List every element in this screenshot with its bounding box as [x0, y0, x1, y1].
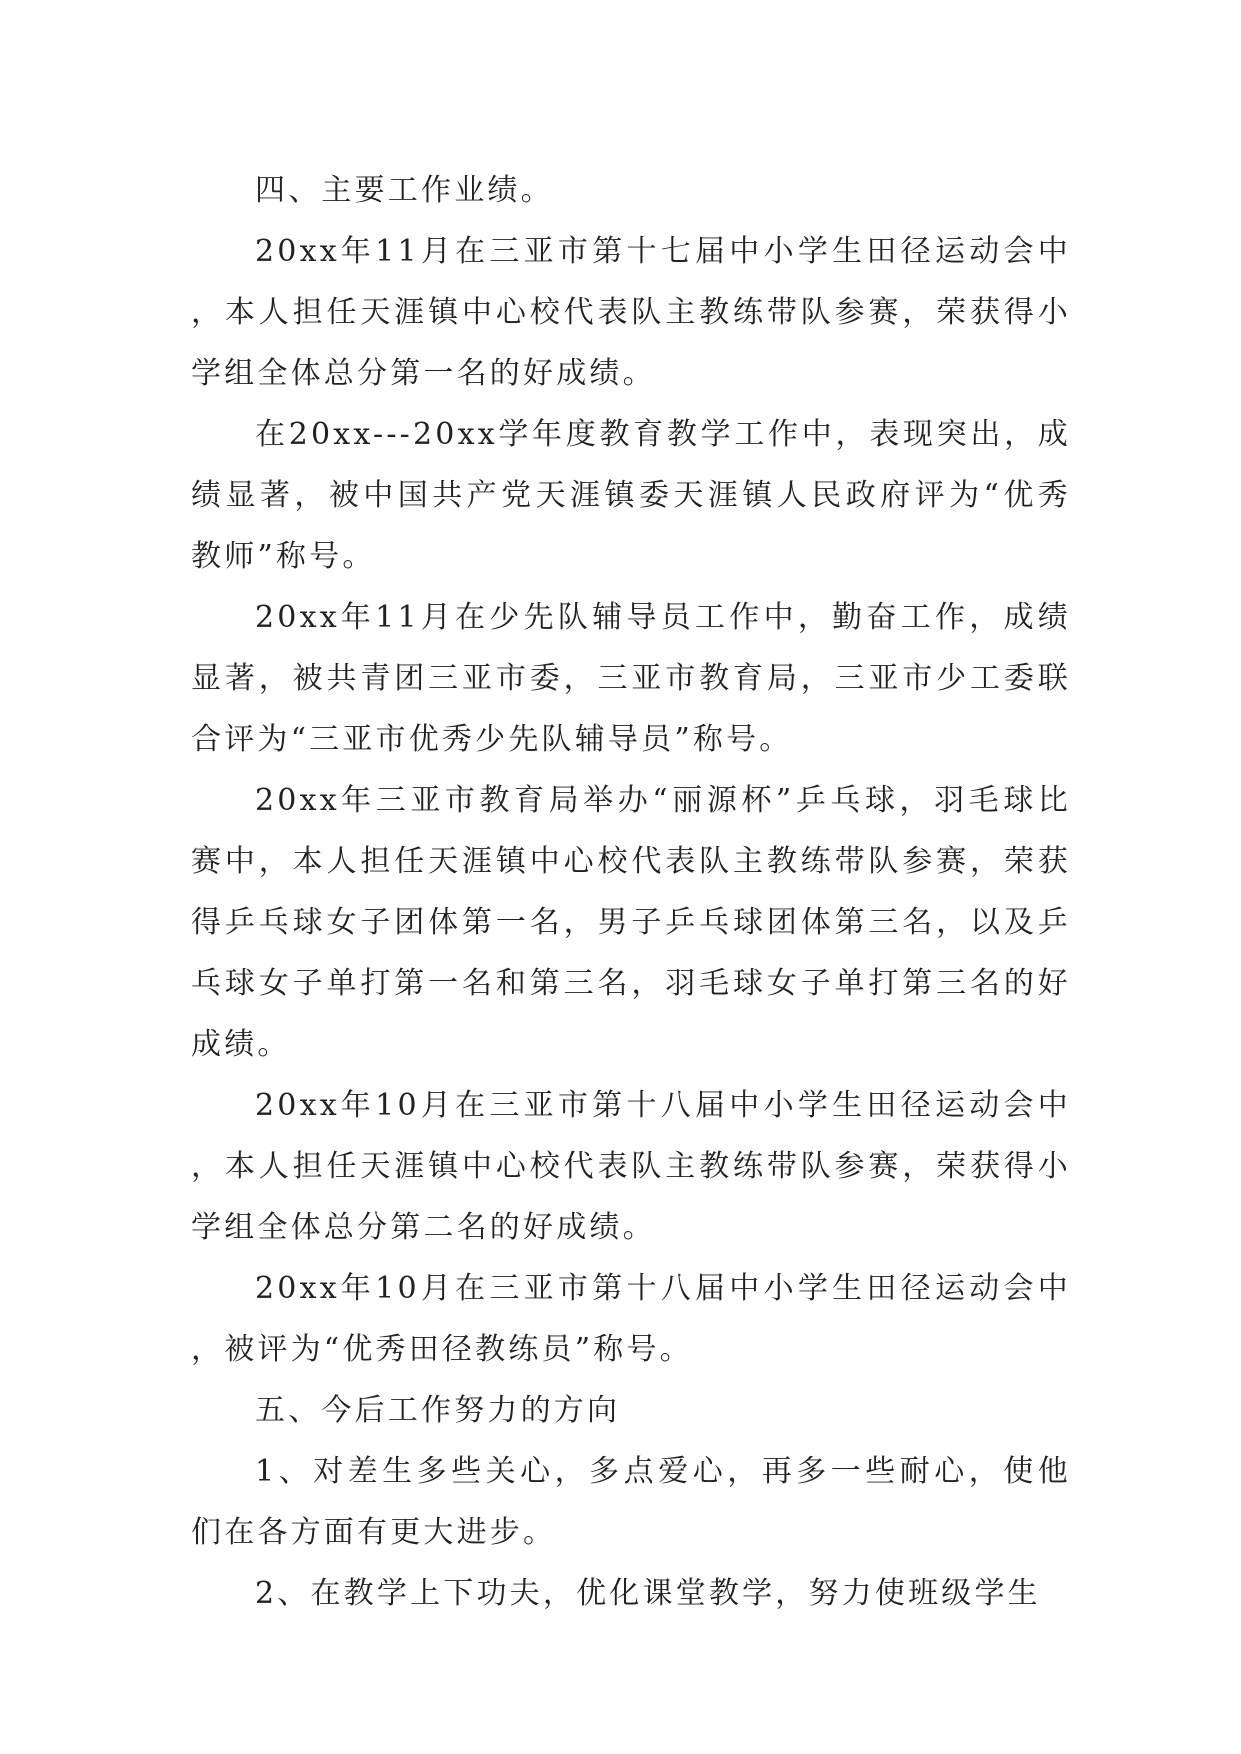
paragraph-coach-award: 20xx年10月在三亚市第十八届中小学生田径运动会中，被评为“优秀田径教练员”称号。 [191, 1271, 1071, 1367]
document-body [191, 160, 1071, 1624]
paragraph-young-pioneers: 20xx年11月在少先队辅导员工作中，勤奋工作，成绩显著，被共青团三亚市委，三亚市教育局，三亚市少工委联合评为“三亚市优秀少先队辅导员”称号。 [191, 600, 1071, 757]
list-item-2: 2、在教学上下功夫，优化课堂教学，努力使班级学生 [255, 1576, 1041, 1611]
paragraph-excellent-teacher: 在20xx---20xx学年度教育教学工作中，表现突出，成绩显著，被中国共产党天涯镇委天涯镇人民政府评为“优秀教师”称号。 [191, 417, 1071, 574]
paragraph-table-tennis: 20xx年三亚市教育局举办“丽源杯”乒乓球，羽毛球比赛中，本人担任天涯镇中心校代表队主教练带队参赛，荣获得乒乓球女子团体第一名，男子乒乓球团体第三名，以及乒乓球女子单打第一名和第三名，羽毛球女子单打第三名的好成绩。 [191, 783, 1071, 1062]
paragraph-track-meet-18: 20xx年10月在三亚市第十八届中小学生田径运动会中，本人担任天涯镇中心校代表队主教练带队参赛，荣获得小学组全体总分第二名的好成绩。 [191, 1088, 1071, 1245]
paragraph-track-meet-17: 20xx年11月在三亚市第十七届中小学生田径运动会中，本人担任天涯镇中心校代表队主教练带队参赛，荣获得小学组全体总分第一名的好成绩。 [191, 234, 1071, 391]
list-item-1: 1、对差生多些关心，多点爱心，再多一些耐心，使他们在各方面有更大进步。 [191, 1454, 1071, 1550]
section-heading-future: 五、今后工作努力的方向 [255, 1393, 621, 1428]
section-heading-achievements: 四、主要工作业绩。 [255, 173, 554, 208]
